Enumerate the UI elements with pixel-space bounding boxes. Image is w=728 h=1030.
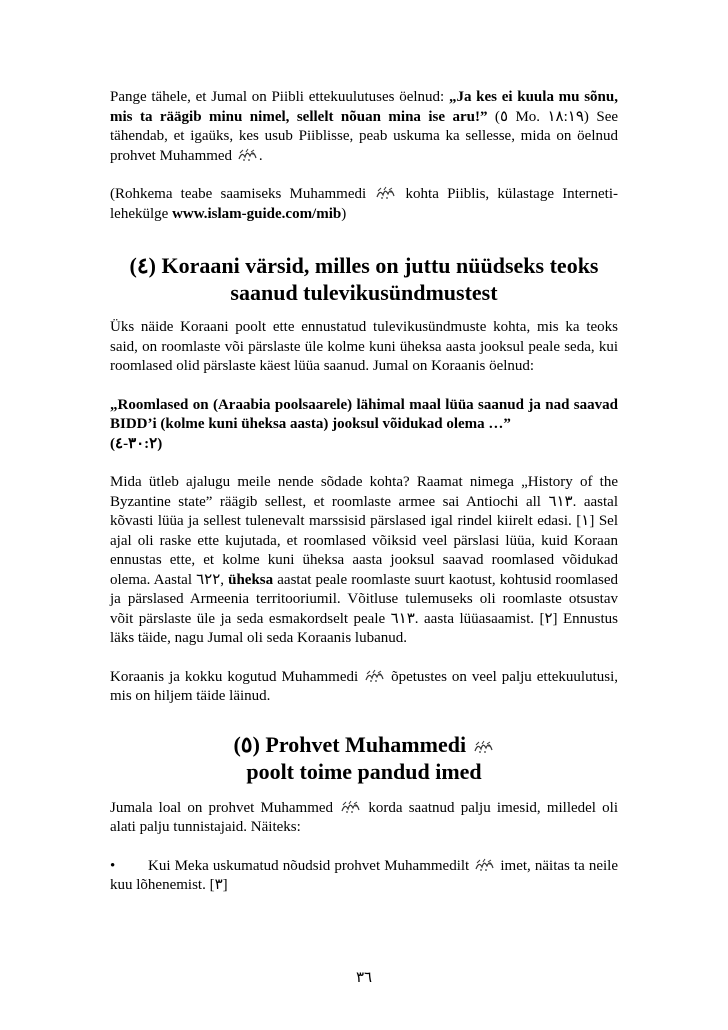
section-heading-miracles: (٥) Prohvet Muhammedi poolt toime pandud imed (110, 731, 618, 785)
paragraph-miracles-intro: Jumala loal on prohvet Muhammed korda saatnud palju imesid, milledel oli alati palju tunnistajaid. Näiteks: (110, 799, 618, 835)
pbuh-calligraphy-icon (340, 799, 361, 814)
paragraph-more-prophecies: Koraanis ja kokku kogutud Muhammedi õpetustes on veel palju ettekuulutusi, mis on hiljem täide läinud. (110, 668, 618, 704)
page-content (110, 88, 618, 896)
quran-reference: (٣٠:٢-٤) (110, 435, 163, 452)
pbuh-calligraphy-icon (364, 668, 385, 683)
paragraph-romans-persians: Üks näide Koraani poolt ette ennustatud tulevikusündmuste kohta, mis ka teoks said, on roomlaste või pärslaste üle kolme kuni üheksa aasta jooksul peale seda, kui roomlased olid pärslaste käest lüüa saanud. Jumal on Koraanis öelnud: (110, 319, 618, 374)
website-link[interactable]: www.islam-guide.com/mib (172, 205, 342, 222)
page-number: ٣٦ (355, 970, 373, 986)
bible-quote: „Ja kes ei kuula mu sõnu, mis ta räägib minu nimel, sellelt nõuan mina ise aru!” (110, 89, 618, 125)
bullet-icon: • (110, 857, 116, 874)
pbuh-calligraphy-icon (375, 185, 396, 200)
section-heading-quran-prophecies: (٤) Koraani värsid, milles on juttu nüüdseks teoks saanud tulevikusündmustest (129, 253, 599, 305)
pbuh-calligraphy-icon (237, 147, 258, 162)
pbuh-calligraphy-icon (474, 857, 495, 872)
paragraph-more-info: (Rohkema teabe saamiseks Muhammedi kohta Piiblis, külastage Interneti-lehekülge www.islam-guide.com/mib) (110, 186, 618, 222)
quran-quote: „Roomlased on (Araabia poolsaarele) lähimal maal lüüa saanud ja nad saavad BIDD’i (kolme kuni üheksa aasta) jooksul võidukad olema …” (٣٠:٢-٤) (110, 396, 618, 452)
paragraph-history: Mida ütleb ajalugu meile nende sõdade kohta? Raamat nimega „History of the Byzantine state” räägib sellest, et roomlaste armee sai Antiochi all ٦١٣. aastal kõvasti lüüa ja sellest tulenevalt marssisid pärslased igal rindel kiirelt edasi. [١] Sel ajal oli raske ette kujutada, et roomlased võiksid veel pärslasi lüüa, kuid Koraan ennustas ette, et kolme kuni üheksa aasta jooksul saavad roomlased võidukad olema. Aastal ٦٢٢, üheksa aastat peale roomlaste suurt kaotust, kohtusid roomlased ja pärslased Armeenia territooriumil. Võitluse tulemuseks oli roomlaste otsustav võit pärslaste üle ja seda esmakordselt peale ٦١٣. aasta lüüasaamist. [٢] Ennustus läks täide, nagu Jumal oli seda Koraanis lubanud. (110, 474, 619, 646)
paragraph-bible-prophecy: Pange tähele, et Jumal on Piibli ettekuulutuses öelnud: „Ja kes ei kuula mu sõnu, mis ta räägib minu nimel, sellelt nõuan mina ise aru!” (٥ Mo. ١٨:١٩) See tähendab, et igaüks, kes usub Piiblisse, peab uskuma ka sellesse, mida on öelnud prohvet Muhammed . (110, 89, 619, 164)
list-item: • Kui Meka uskumatud nõudsid prohvet Muhammedilt imet, näitas ta neile kuu lõhenemist. [٣] (110, 857, 618, 893)
pbuh-calligraphy-icon (473, 739, 494, 754)
